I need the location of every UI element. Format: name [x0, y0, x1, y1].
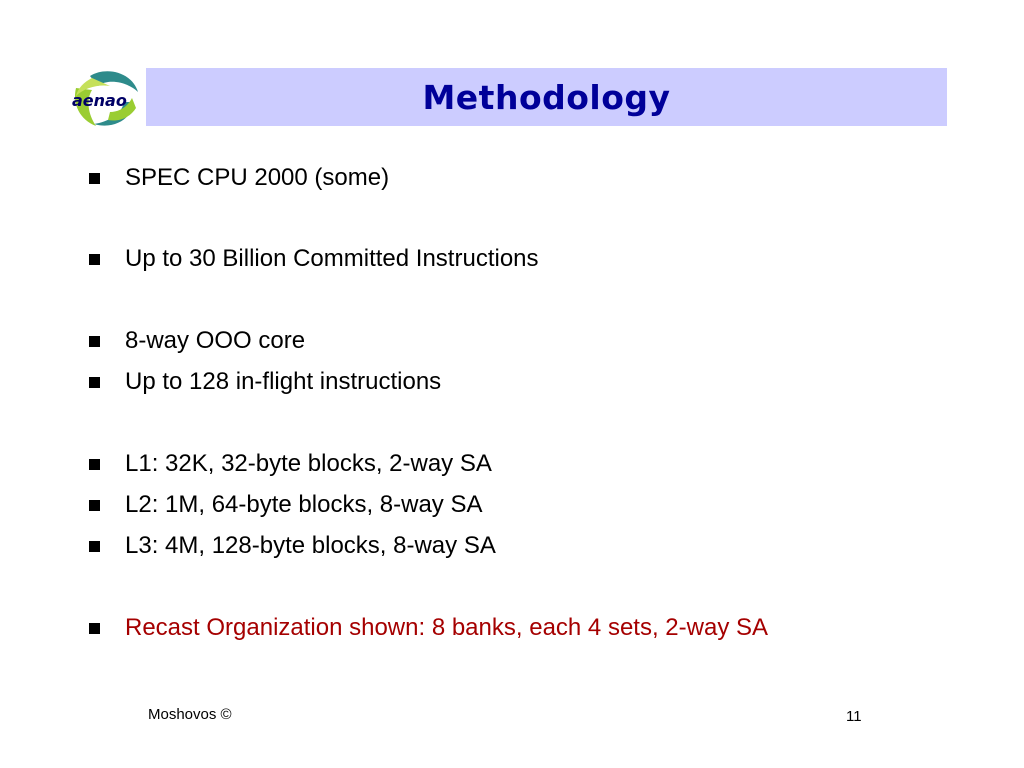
square-bullet-icon	[89, 459, 100, 470]
footer-author: Moshovos ©	[148, 706, 232, 723]
square-bullet-icon	[89, 377, 100, 388]
bullet-text: Up to 128 in-flight instructions	[125, 368, 442, 395]
bullet-text: L2: 1M, 64-byte blocks, 8-way SA	[125, 491, 483, 518]
bullet-item	[89, 244, 539, 274]
page-number: 11	[846, 708, 862, 725]
bullet-item	[89, 326, 305, 356]
bullet-text: Up to 30 Billion Committed Instructions	[125, 245, 539, 272]
bullet-text: Recast Organization shown: 8 banks, each 4 sets, 2-way SA	[125, 614, 768, 641]
bullet-item-highlight	[89, 613, 768, 643]
bullet-item	[89, 367, 441, 397]
square-bullet-icon	[89, 623, 100, 634]
square-bullet-icon	[89, 254, 100, 265]
square-bullet-icon	[89, 500, 100, 511]
square-bullet-icon	[89, 541, 100, 552]
bullet-item	[89, 490, 483, 520]
slide-title: Methodology	[422, 78, 671, 117]
bullet-text: L1: 32K, 32-byte blocks, 2-way SA	[125, 450, 492, 477]
square-bullet-icon	[89, 336, 100, 347]
bullet-text: 8-way OOO core	[125, 327, 306, 354]
square-bullet-icon	[89, 173, 100, 184]
bullet-item	[89, 163, 389, 193]
bullet-text: SPEC CPU 2000 (some)	[125, 164, 390, 191]
bullet-text: L3: 4M, 128-byte blocks, 8-way SA	[125, 532, 496, 559]
logo-text: aenao	[72, 91, 127, 110]
bullet-item	[89, 531, 496, 561]
bullet-item	[89, 449, 492, 479]
